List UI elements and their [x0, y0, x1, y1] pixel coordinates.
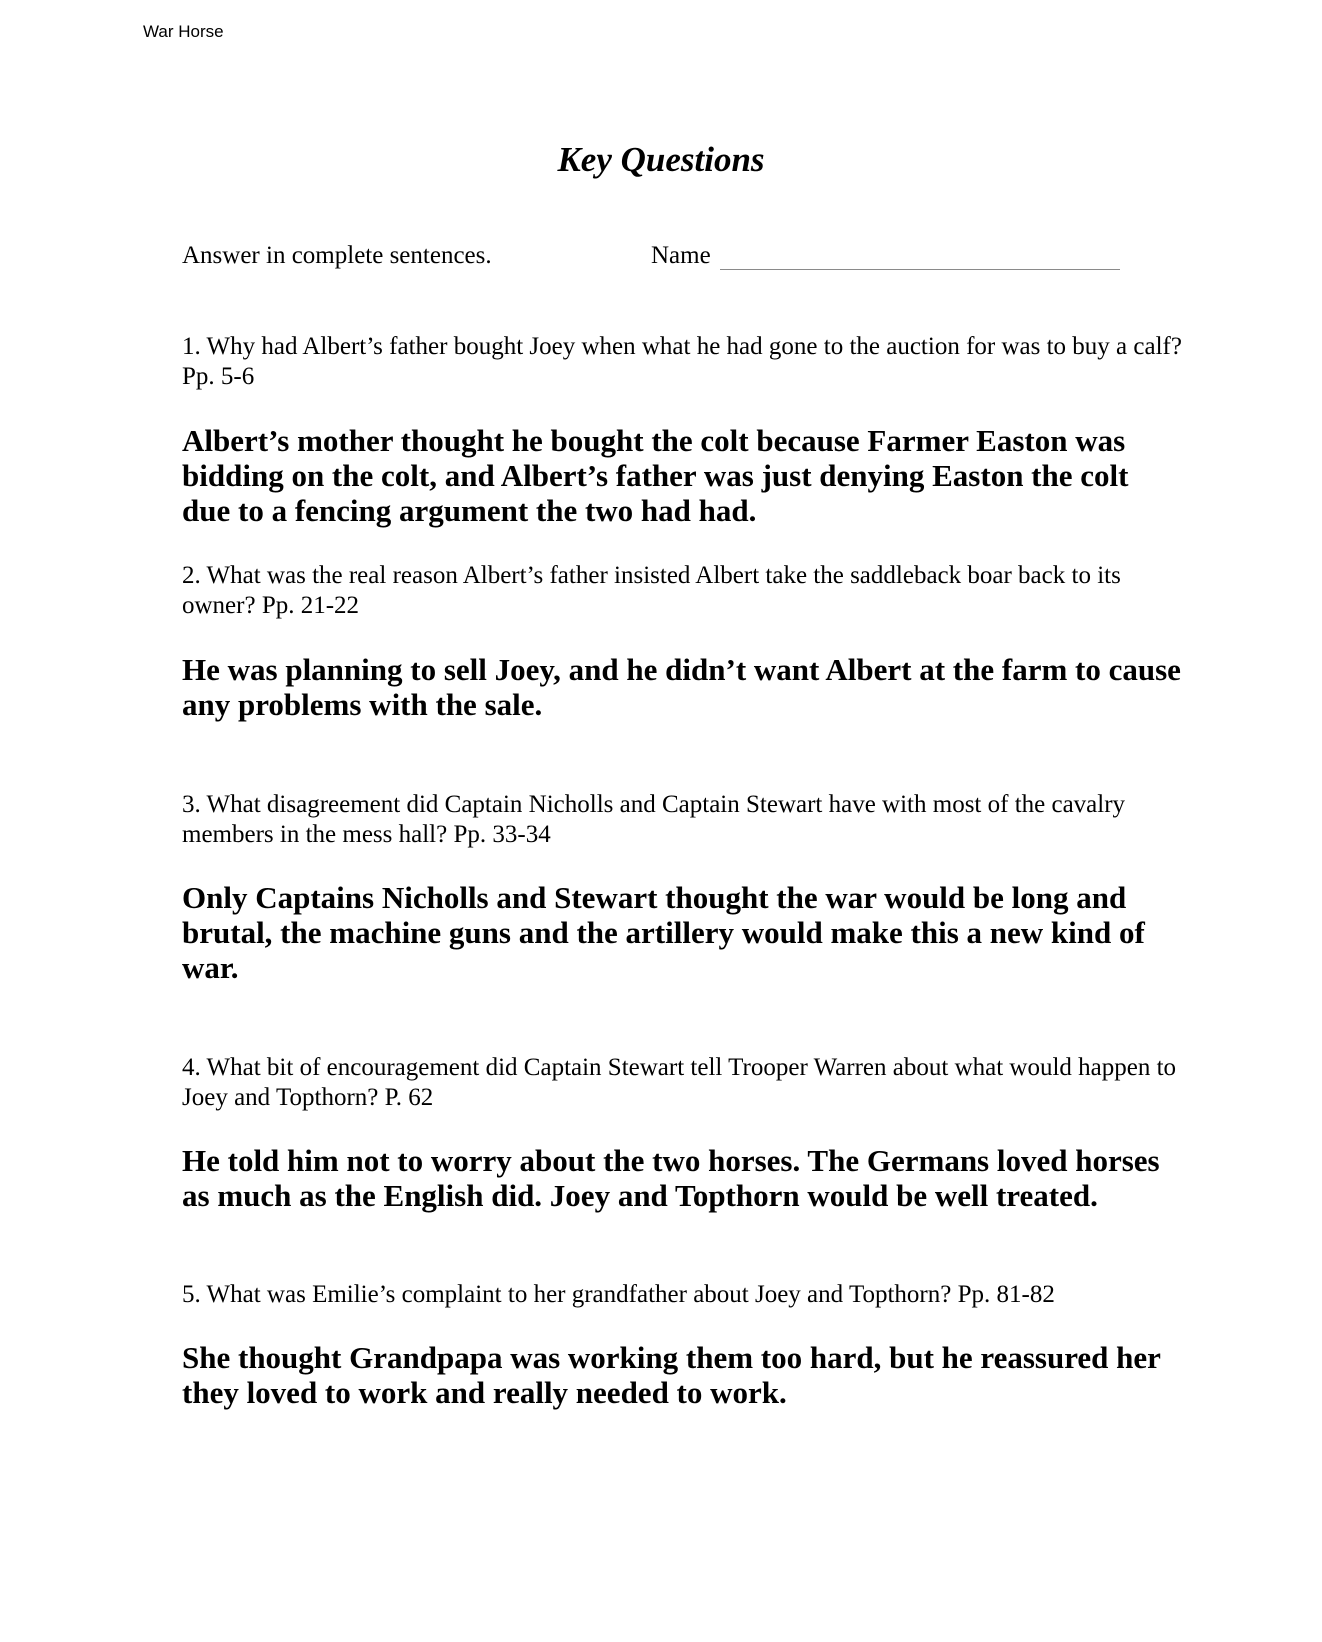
- name-line: [720, 269, 1120, 270]
- question-3: 3. What disagreement did Captain Nicholls and Captain Stewart have with most of the cavalry members in the mess hall? Pp. 33-34: [182, 791, 1126, 848]
- answer-1: Albert’s mother thought he bought the colt because Farmer Easton was bidding on the colt, and Albert’s father was just denying Easton the colt due to a fencing argument the two had had.: [182, 423, 1129, 528]
- running-header: War Horse: [143, 22, 224, 41]
- question-5: 5. What was Emilie’s complaint to her grandfather about Joey and Topthorn? Pp. 81-82: [182, 1281, 1055, 1308]
- name-label: Name: [651, 242, 711, 269]
- question-1: 1. Why had Albert’s father bought Joey when what he had gone to the auction for was to buy a calf? Pp. 5-6: [182, 333, 1182, 390]
- question-2: 2. What was the real reason Albert’s father insisted Albert take the saddleback boar back to its owner? Pp. 21-22: [182, 562, 1121, 619]
- instructions: Answer in complete sentences.: [182, 242, 492, 269]
- answer-3: Only Captains Nicholls and Stewart thought the war would be long and brutal, the machine guns and the artillery would make this a new kind of war.: [182, 880, 1145, 985]
- answer-2: He was planning to sell Joey, and he didn’t want Albert at the farm to cause any problems with the sale.: [182, 652, 1181, 722]
- answer-4: He told him not to worry about the two horses. The Germans loved horses as much as the English did. Joey and Topthorn would be well treated.: [182, 1143, 1160, 1213]
- page-title: Key Questions: [557, 140, 765, 179]
- answer-5: She thought Grandpapa was working them too hard, but he reassured her they loved to work and really needed to work.: [182, 1340, 1161, 1410]
- question-4: 4. What bit of encouragement did Captain Stewart tell Trooper Warren about what would happen to Joey and Topthorn? P. 62: [182, 1054, 1177, 1111]
